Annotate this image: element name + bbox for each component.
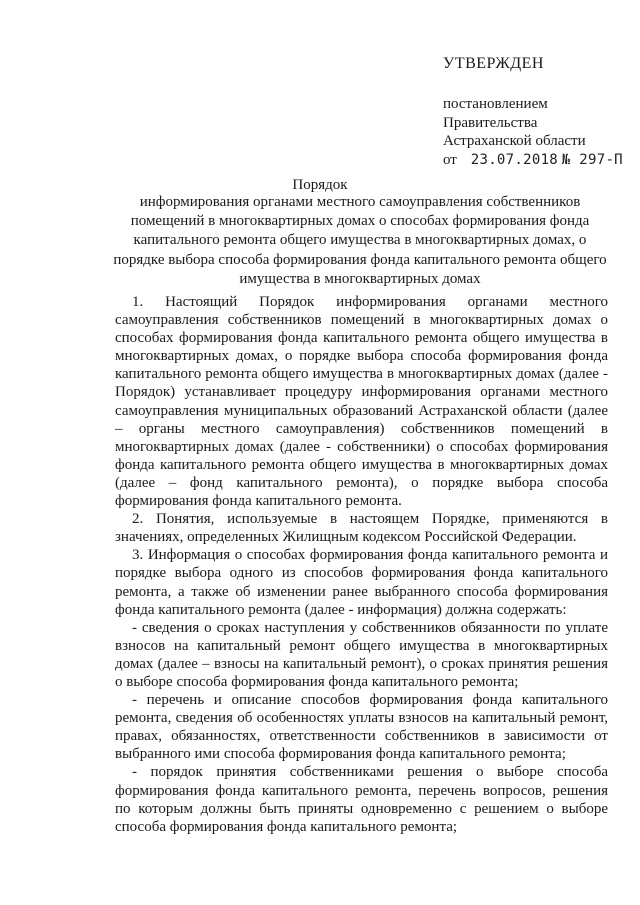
body-paragraph: - перечень и описание способов формирования фонда капитального ремонта, сведения об особенностях уплаты взносов на капитальный ремонт, правах, обязанностях, ответственности собственников в зависимости от выбранного ими способа формирования фонда капитального ремонта; bbox=[115, 692, 608, 763]
body-paragraph: - порядок принятия собственниками решения о выборе способа формирования фонда капитального ремонта, перечень вопросов, решения по которым должны быть приняты одновременно с решением о выборе способа формирования фонда капитального ремонта; bbox=[115, 764, 608, 835]
approval-stamp-heading: УТВЕРЖДЕН bbox=[443, 55, 544, 72]
decree-number: № 297-П bbox=[561, 151, 623, 168]
decree-prefix: от bbox=[443, 151, 457, 168]
document-body bbox=[115, 293, 608, 836]
approval-line: постановлением bbox=[443, 96, 548, 112]
document-subtitle: информирования органами местного самоуправления собственников помещений в многоквартирных домах о способах формирования фонда капитального ремонта общего имущества в многоквартирных домах, о порядке выбора способа формирования фонда капитального ремонта общего имущества в многоквартирных домах bbox=[113, 194, 607, 287]
body-paragraph: 3. Информация о способах формирования фонда капитального ремонта и порядке выбора одного из способов формирования фонда капитального ремонта, а также об изменении ранее выбранного способа формирования фонда капитального ремонта (далее - информация) должна содержать: bbox=[115, 547, 608, 618]
approval-block bbox=[443, 95, 623, 169]
approval-line: Правительства bbox=[443, 114, 538, 131]
document-title: Порядок bbox=[292, 177, 348, 193]
decree-reference bbox=[443, 151, 623, 170]
body-paragraph: - сведения о сроках наступления у собственников обязанности по уплате взносов на капитальный ремонт общего имущества в многоквартирных домах (далее – взносы на капитальный ремонт), о сроках принятия решения о выборе способа формирования фонда капитального ремонта; bbox=[115, 619, 608, 690]
body-paragraph: 1. Настоящий Порядок информирования органами местного самоуправления собственников помещений в многоквартирных домах о способах формирования фонда капитального ремонта общего имущества в многоквартирных домах, о порядке выбора способа формирования фонда капитального ремонта общего имущества в многоквартирных домах (далее - Порядок) устанавливает процедуру информирования органами местного самоуправления муниципальных образований Астраханской области (далее – органы местного самоуправления) собственников помещений в многоквартирных домах (далее - собственники) о способах формирования фонда капитального ремонта общего имущества в многоквартирных домах (далее – фонд капитального ремонта), о порядке выбора способа формирования фонда капитального ремонта. bbox=[115, 294, 608, 510]
decree-date: 23.07.2018 bbox=[470, 151, 559, 168]
approval-line: Астраханской области bbox=[443, 133, 586, 149]
body-paragraph: 2. Понятия, используемые в настоящем Порядке, применяются в значениях, определенных Жилищным кодексом Российской Федерации. bbox=[115, 511, 608, 546]
